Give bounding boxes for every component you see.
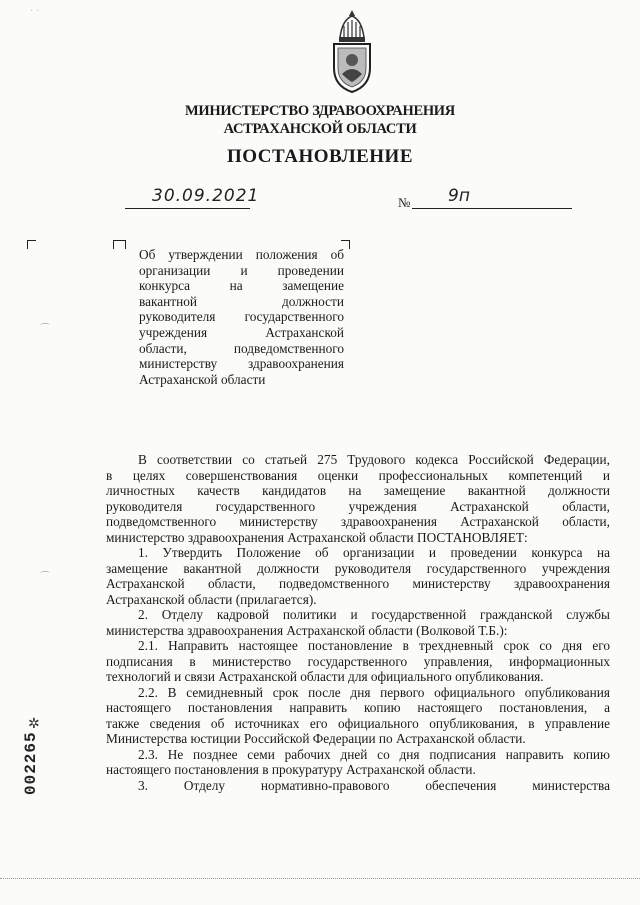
coat-of-arms-icon — [330, 8, 374, 94]
asterisk-mark-icon: ✲ — [28, 717, 40, 732]
ministry-name-line1: МИНИСТЕРСТВО ЗДРАВООХРАНЕНИЯ — [185, 103, 455, 119]
scan-artifact-icon: · · — [30, 6, 40, 17]
body-line: 1. Утвердить Положение об организации и проведении конкурса на — [138, 545, 610, 560]
document-type-title: ПОСТАНОВЛЕНИЕ — [226, 146, 414, 167]
subject-line: учреждения Астраханской — [139, 324, 344, 340]
body-line: также сведения об источниках его официального опубликования, в управление — [106, 715, 610, 731]
subject-block — [139, 247, 344, 387]
serial-number: 002265 — [22, 731, 40, 795]
body-line: 2.3. Не позднее семи рабочих дней со дня подписания направить копию — [138, 746, 610, 762]
corner-mark-subject-left-inner — [117, 240, 126, 249]
body-line: подписания в министерство государственного управления, информационных — [106, 653, 610, 669]
body-line: Астраханской области, подведомственного министерству здравоохранения — [106, 576, 610, 591]
body-line: технологий и связи Астраханской области для официального опубликования. — [106, 669, 544, 684]
ministry-name-line2: АСТРАХАНСКОЙ ОБЛАСТИ — [223, 121, 417, 137]
number-label: № — [398, 195, 411, 210]
punch-mark-icon: ⌒ — [40, 572, 50, 583]
subject-line: вакантной должности — [139, 293, 344, 309]
page-bottom-edge — [0, 878, 640, 879]
document-date: 30.09.2021 — [152, 186, 260, 206]
subject-line: министерству здравоохранения — [139, 356, 344, 372]
body-line: личностных качеств кандидатов на замещение вакантной должности — [106, 483, 610, 498]
subject-line: организации и проведении — [139, 262, 344, 278]
body-line: замещение вакантной должности руководителя государственного учреждения — [106, 560, 610, 576]
body-line: руководителя государственного учреждения Астраханской области, — [106, 498, 610, 514]
corner-mark-left — [27, 240, 36, 249]
body-line: в целях совершенствования оценки профессиональных компетенций и — [106, 467, 610, 483]
body-line: Астраханской области (прилагается). — [106, 591, 317, 607]
body-line: Министерства юстиции Российской Федерации по Астраханской области. — [106, 731, 526, 746]
subject-line: конкурса на замещение — [139, 278, 344, 294]
body-line: настоящего постановления в прокуратуру Астраханской области. — [106, 762, 476, 777]
body-line: подведомственного министерству здравоохранения Астраханской области, — [106, 514, 610, 529]
body-line: министерства здравоохранения Астраханской области (Волковой Т.Б.): — [106, 622, 508, 638]
body-text — [106, 452, 610, 793]
subject-line: Астраханской области — [139, 371, 266, 387]
body-line: 2. Отделу кадровой политики и государственной гражданской службы — [138, 607, 610, 622]
subject-line: руководителя государственного — [139, 309, 344, 325]
document-number: 9п — [448, 186, 470, 206]
body-line: 3. Отделу нормативно-правового обеспечения министерства — [138, 777, 610, 793]
body-line: 2.1. Направить настоящее постановление в трехдневный срок со дня его — [138, 638, 610, 653]
body-line: министерство здравоохранения Астраханской области ПОСТАНОВЛЯЕТ: — [106, 529, 528, 545]
body-line: В соответствии со статьей 275 Трудового кодекса Российской Федерации, — [138, 452, 610, 467]
subject-line: области, подведомственного — [139, 340, 344, 356]
number-underline — [412, 208, 572, 209]
subject-line: Об утверждении положения об — [139, 247, 344, 262]
body-line: 2.2. В семидневный срок после дня первого официального опубликования — [138, 684, 610, 700]
date-underline — [125, 208, 250, 209]
body-line: настоящего постановления направить копию настоящего постановления, а — [106, 700, 610, 715]
punch-mark-icon: ⌒ — [40, 324, 50, 335]
